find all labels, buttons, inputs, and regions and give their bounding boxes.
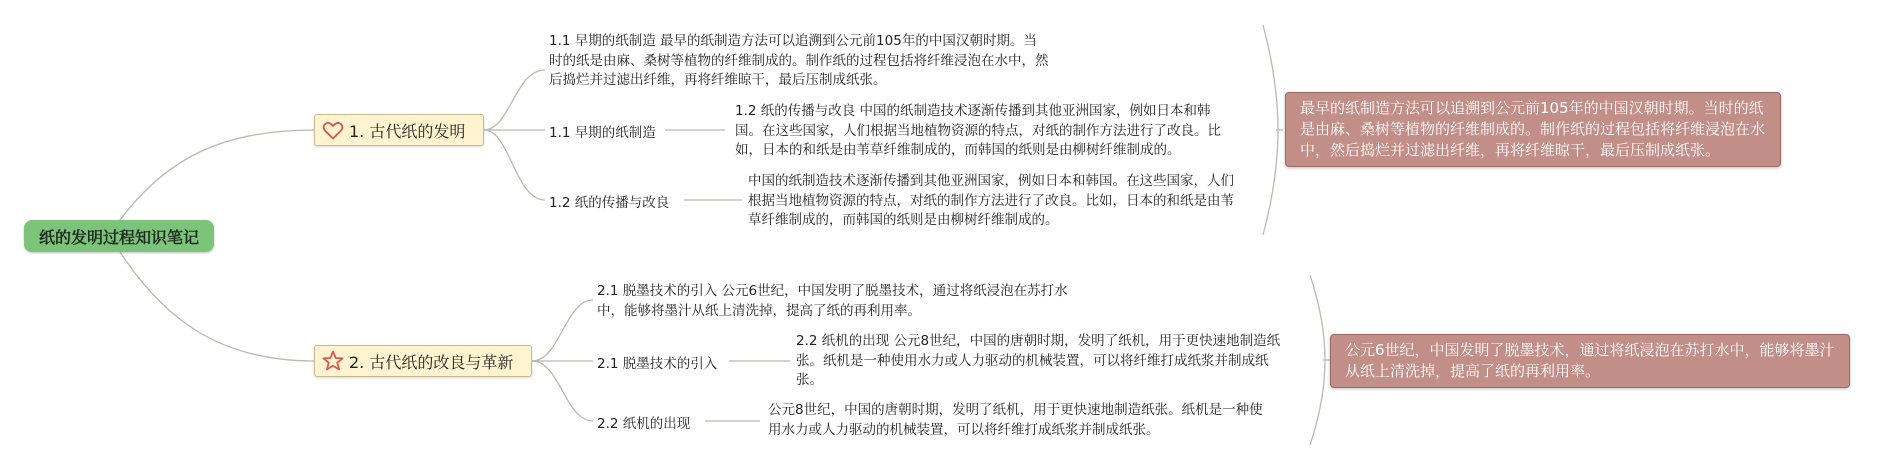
detail-deinking-technique[interactable] bbox=[597, 282, 1087, 321]
summary-bracket-2 bbox=[1310, 275, 1325, 445]
subtopic-label: 1.2 纸的传播与改良 bbox=[549, 195, 670, 211]
connector-root-topic2 bbox=[120, 252, 314, 361]
root-topic[interactable] bbox=[24, 220, 214, 252]
detail-early-paper-making[interactable] bbox=[549, 32, 1049, 91]
connector-topic2-child3 bbox=[532, 361, 593, 421]
subtopic-paper-spread-reform[interactable] bbox=[549, 191, 669, 211]
heart-icon bbox=[321, 118, 345, 142]
subtopic-label: 2.2 纸机的出现 bbox=[597, 416, 691, 432]
detail-paper-spread-reform-2[interactable] bbox=[748, 172, 1244, 231]
topic-label: 2. 古代纸的改良与革新 bbox=[349, 352, 514, 372]
connector-root-topic1 bbox=[120, 130, 314, 220]
summary-bracket-1 bbox=[1263, 25, 1278, 235]
detail-text: 中国的纸制造技术逐渐传播到其他亚洲国家，例如日本和韩国。在这些国家，人们根据当地植物资源的特点，对纸的制作方法进行了改良。比如，日本的和纸是由苇草纤维制成的，而韩国的纸则是由柳树纤维制成的。 bbox=[748, 173, 1234, 228]
connector-topic1-child1 bbox=[484, 70, 545, 130]
connector-topic1-child3 bbox=[484, 130, 545, 200]
connector-topic2-child1 bbox=[532, 300, 593, 361]
detail-paper-machine-2[interactable] bbox=[768, 401, 1268, 440]
subtopic-paper-machine[interactable] bbox=[597, 412, 690, 432]
detail-text: 公元8世纪，中国的唐朝时期，发明了纸机，用于更快速地制造纸张。纸机是一种使用水力或人力驱动的机械装置，可以将纤维打成纸浆并制成纸张。 bbox=[768, 402, 1263, 438]
root-topic-label: 纸的发明过程知识笔记 bbox=[38, 227, 199, 247]
topic-ancient-paper-improvement[interactable] bbox=[314, 345, 532, 377]
detail-text: 1.1 早期的纸制造 最早的纸制造方法可以追溯到公元前105年的中国汉朝时期。当时的纸是由麻、桑树等植物的纤维制成的。制作纸的过程包括将纤维浸泡在水中，然后捣烂并过滤出纤维，再将纤维晾干，最后压制成纸张。 bbox=[549, 33, 1049, 88]
subtopic-label: 1.1 早期的纸制造 bbox=[549, 125, 656, 141]
detail-paper-spread-reform[interactable] bbox=[735, 102, 1225, 161]
detail-text: 2.1 脱墨技术的引入 公元6世纪，中国发明了脱墨技术，通过将纸浸泡在苏打水中，能够将墨汁从纸上清洗掉，提高了纸的再利用率。 bbox=[597, 283, 1068, 319]
subtopic-early-paper-making[interactable] bbox=[549, 121, 656, 141]
summary-box-1[interactable] bbox=[1285, 92, 1781, 167]
detail-paper-machine[interactable] bbox=[796, 332, 1294, 391]
star-icon bbox=[321, 349, 345, 373]
subtopic-deinking-technique[interactable] bbox=[597, 352, 717, 372]
detail-text: 2.2 纸机的出现 公元8世纪，中国的唐朝时期，发明了纸机，用于更快速地制造纸张。纸机是一种使用水力或人力驱动的机械装置，可以将纤维打成纸浆并制成纸张。 bbox=[796, 333, 1281, 388]
topic-ancient-paper-invention[interactable] bbox=[314, 114, 484, 146]
summary-text: 最早的纸制造方法可以追溯到公元前105年的中国汉朝时期。当时的纸是由麻、桑树等植物的纤维制成的。制作纸的过程包括将纤维浸泡在水中，然后捣烂并过滤出纤维，再将纤维晾干，最后压制成纸张。 bbox=[1300, 99, 1766, 159]
topic-label: 1. 古代纸的发明 bbox=[349, 121, 466, 141]
subtopic-label: 2.1 脱墨技术的引入 bbox=[597, 356, 718, 372]
summary-box-2[interactable] bbox=[1330, 334, 1850, 388]
detail-text: 1.2 纸的传播与改良 中国的纸制造技术逐渐传播到其他亚洲国家，例如日本和韩国。在这些国家，人们根据当地植物资源的特点，对纸的制作方法进行了改良。比如，日本的和纸是由苇草纤维制成的，而韩国的纸则是由柳树纤维制成的。 bbox=[735, 103, 1221, 158]
summary-text: 公元6世纪，中国发明了脱墨技术，通过将纸浸泡在苏打水中，能够将墨汁从纸上清洗掉，提高了纸的再利用率。 bbox=[1345, 341, 1835, 380]
